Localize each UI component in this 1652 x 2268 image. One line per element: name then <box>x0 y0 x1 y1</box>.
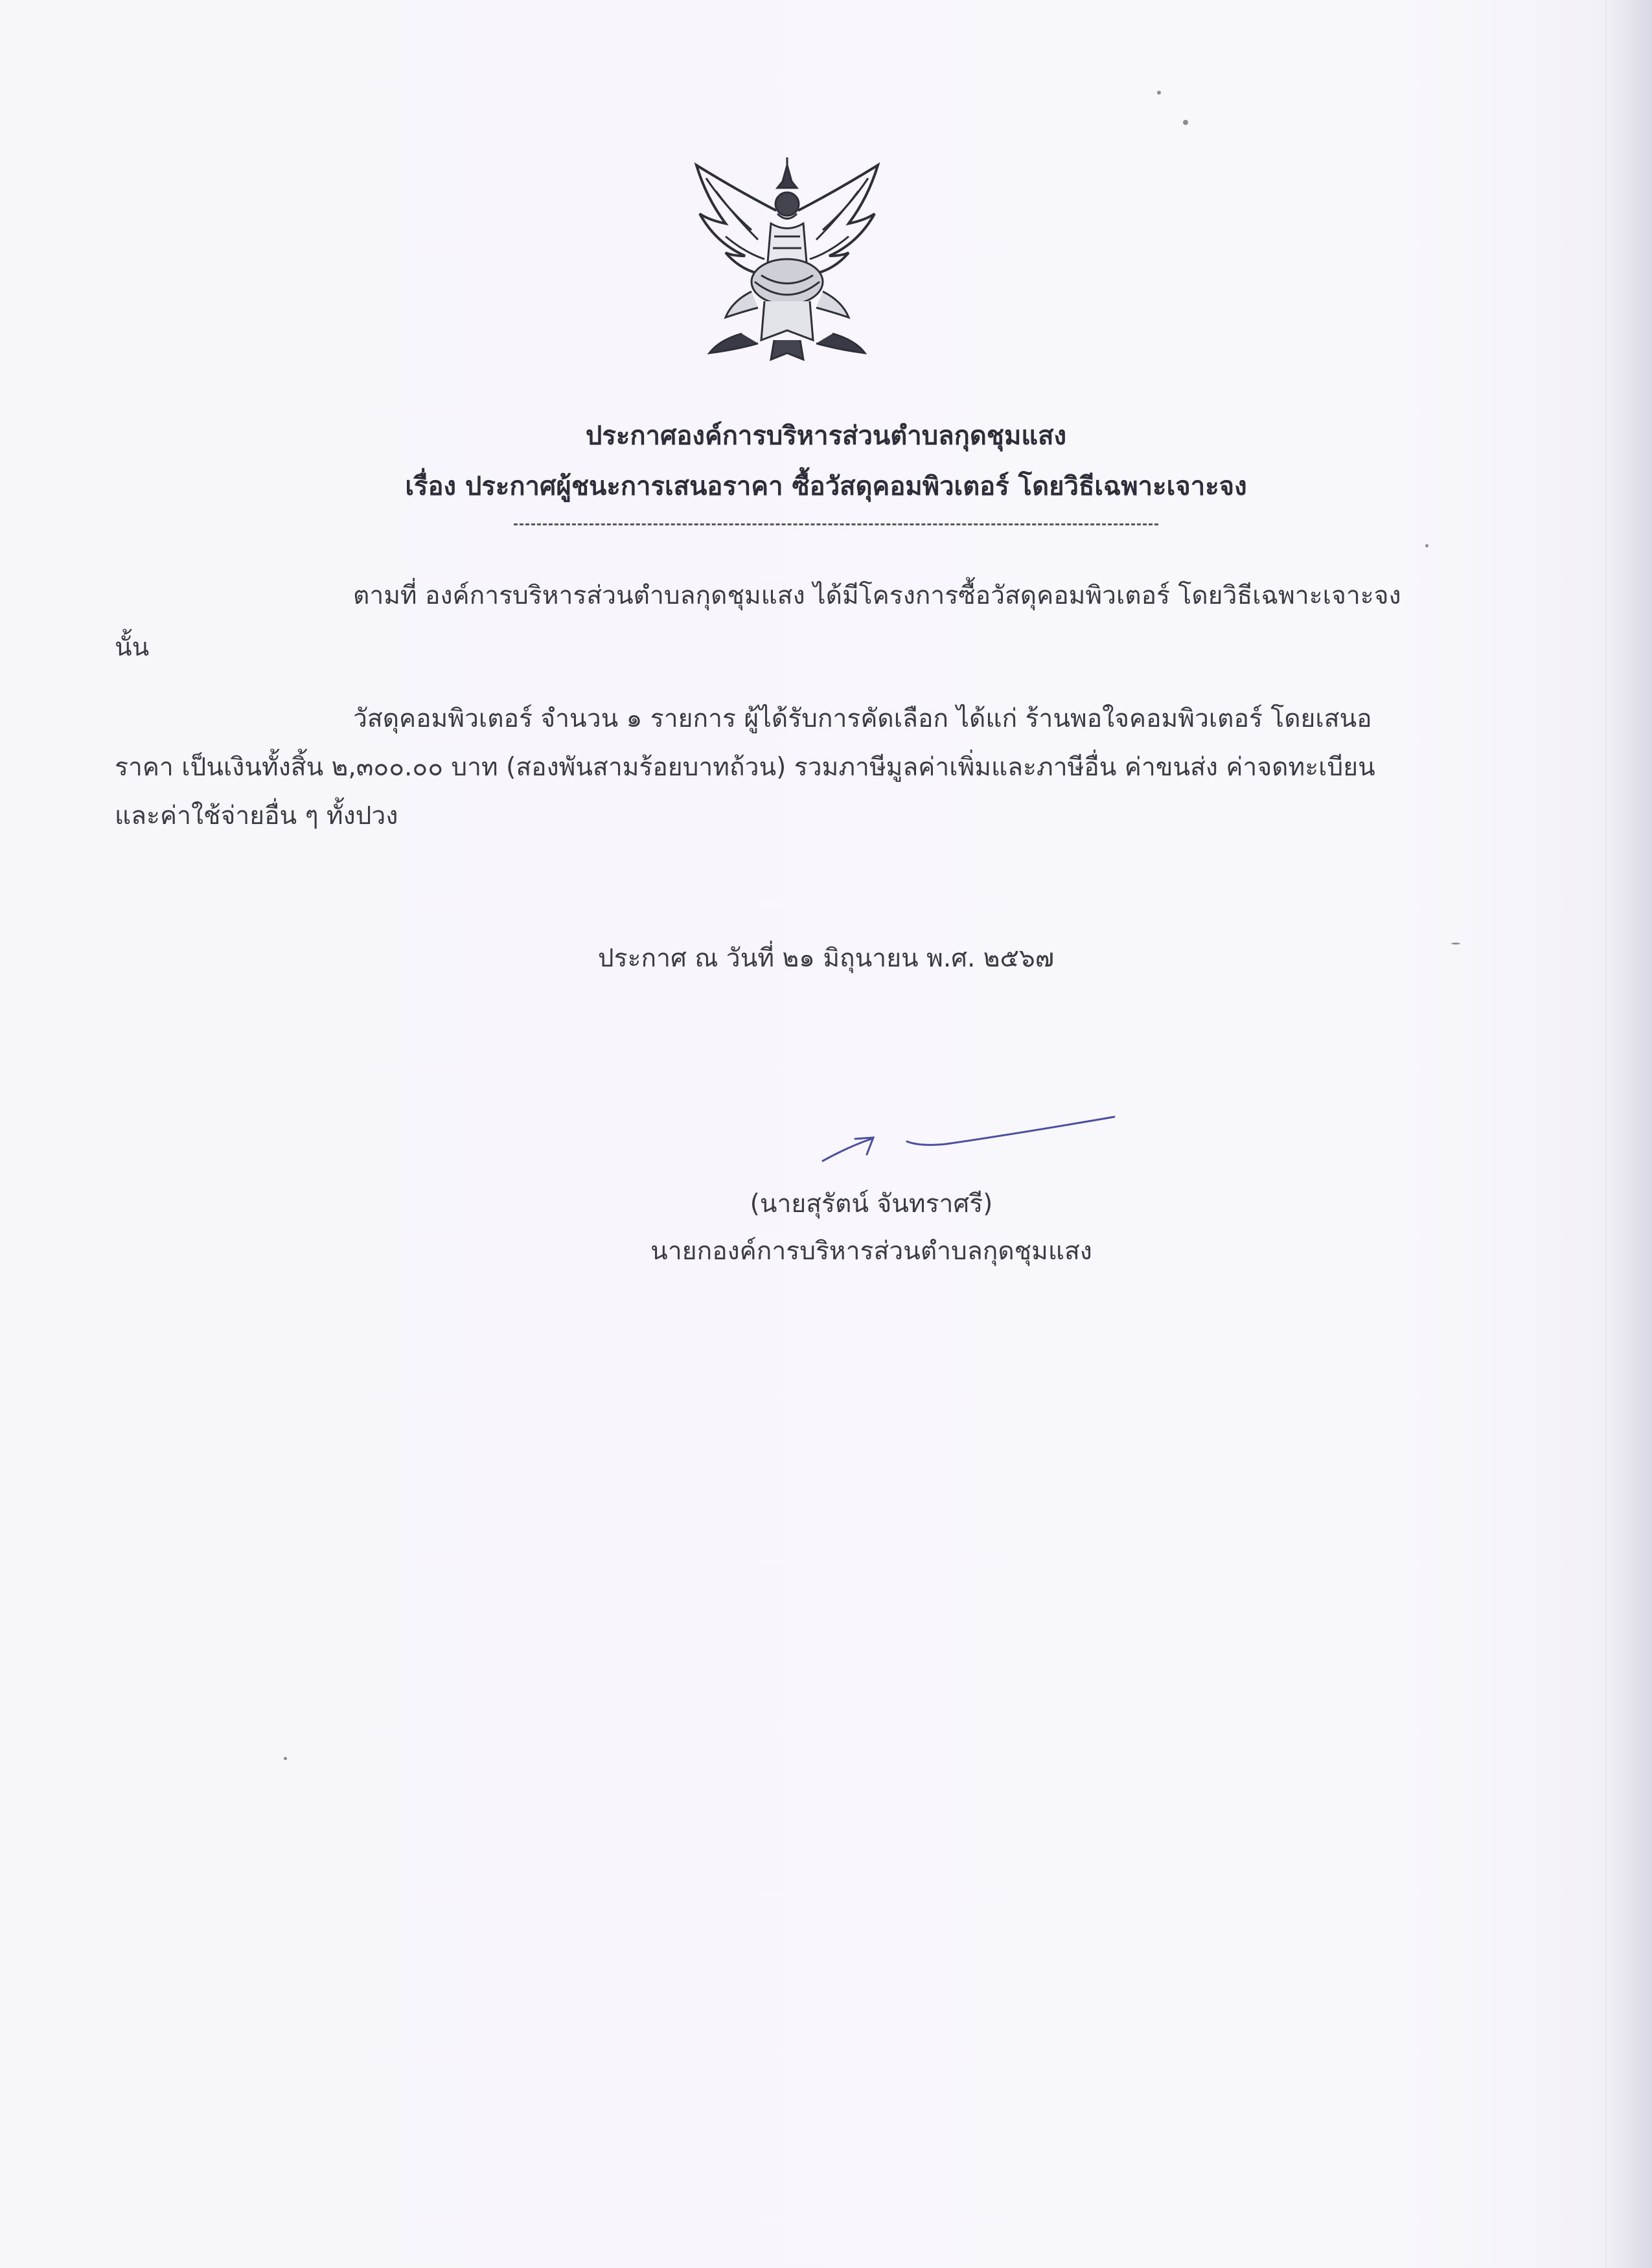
scan-speck <box>1157 91 1161 95</box>
paragraph-1-line-2: นั้น <box>115 633 150 662</box>
scan-speck <box>1183 120 1188 125</box>
announcement-title: ประกาศองค์การบริหารส่วนตำบลกุดชุมแสง <box>585 421 1067 451</box>
signer-title: นายกองค์การบริหารส่วนตำบลกุดชุมแสง <box>650 1237 1092 1266</box>
signer-name: (นายสุรัตน์ จันทราศรี) <box>750 1189 993 1219</box>
scan-speck <box>1425 544 1428 547</box>
header-divider <box>514 523 1158 525</box>
paragraph-2-line-2: ราคา เป็นเงินทั้งสิ้น ๒,๓๐๐.๐๐ บาท (สองพันสามร้อยบาทถ้วน) รวมภาษีมูลค่าเพิ่มและภาษีอื่น ค่าขนส่ง ค่าจดทะเบียน <box>115 753 1375 782</box>
handwritten-signature <box>810 1101 1121 1173</box>
garuda-emblem-icon <box>680 152 894 369</box>
page-edge-shadow <box>1607 0 1652 2268</box>
announcement-subject: เรื่อง ประกาศผู้ชนะการเสนอราคา ซื้อวัสดุคอมพิวเตอร์ โดยวิธีเฉพาะเจาะจง <box>405 472 1247 501</box>
paragraph-1-line-1: ตามที่ องค์การบริหารส่วนตำบลกุดชุมแสง ได้มีโครงการซื้อวัสดุคอมพิวเตอร์ โดยวิธีเฉพาะเจาะจง <box>353 581 1401 610</box>
paragraph-2-line-1: วัสดุคอมพิวเตอร์ จำนวน ๑ รายการ ผู้ได้รับการคัดเลือก ได้แก่ ร้านพอใจคอมพิวเตอร์ โดยเสนอ <box>353 704 1372 733</box>
scan-speck <box>1451 943 1460 945</box>
announcement-date: ประกาศ ณ วันที่ ๒๑ มิถุนายน พ.ศ. ๒๕๖๗ <box>597 944 1055 973</box>
scan-speck <box>284 1757 287 1760</box>
paragraph-2-line-3: และค่าใช้จ่ายอื่น ๆ ทั้งปวง <box>115 801 398 830</box>
